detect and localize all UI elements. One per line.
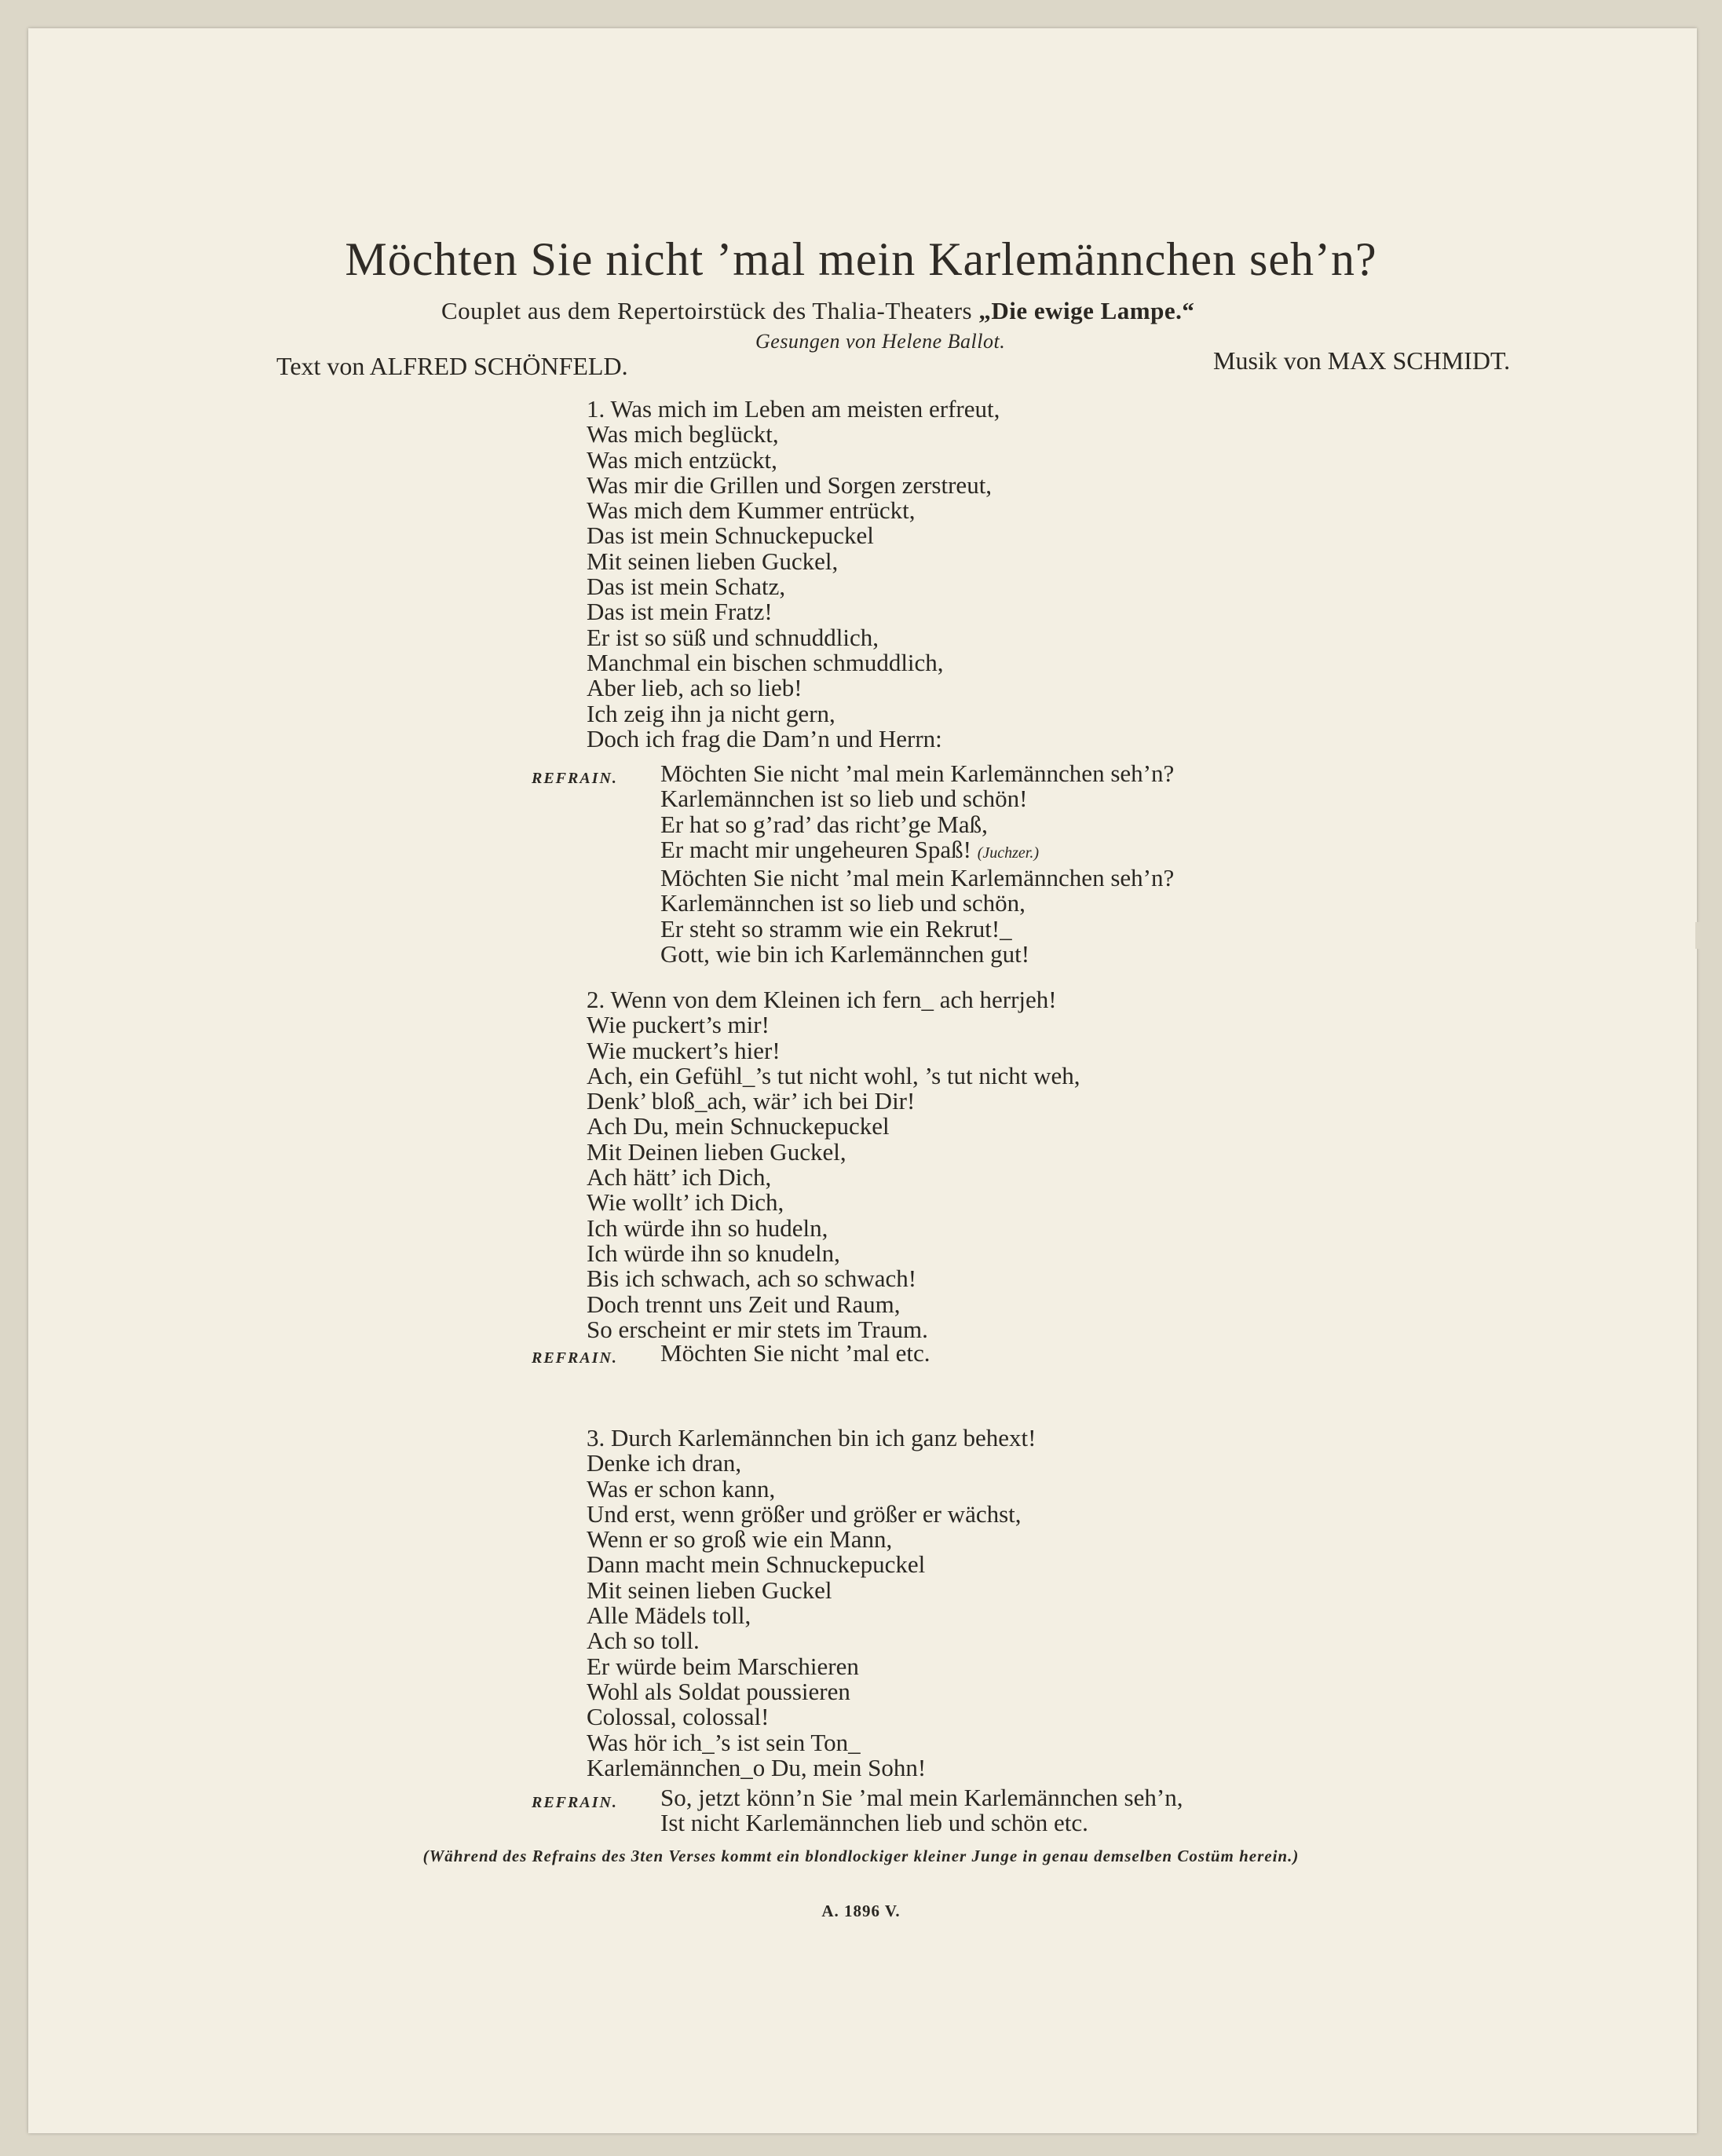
refrain-line: Karlemännchen ist so lieb und schön,	[660, 889, 1026, 917]
verse-line: Das ist mein Schnuckepuckel	[587, 522, 874, 550]
verse-line: Bis ich schwach, ach so schwach!	[587, 1265, 917, 1293]
refrain-line: Gott, wie bin ich Karlemännchen gut!	[660, 940, 1030, 968]
verse-line: Was mir die Grillen und Sorgen zerstreut,	[587, 470, 993, 499]
verse-line: Doch trennt uns Zeit und Raum,	[587, 1290, 901, 1318]
verse-line: Was mich entzückt,	[587, 445, 777, 474]
verse-line: Ach Du, mein Schnuckepuckel	[587, 1112, 890, 1140]
plate-number: A. 1896 V.	[821, 1902, 901, 1920]
refrain-line: Möchten Sie nicht ’mal mein Karlemännchen seh’n?	[660, 864, 1175, 892]
verse-line: 2. Wenn von dem Kleinen ich fern_ ach herrjeh!	[587, 986, 1057, 1013]
singer-credit: Gesungen von Helene Ballot.	[755, 330, 1006, 353]
refrain-line	[660, 837, 1174, 866]
refrain-line: So, jetzt könn’n Sie ’mal mein Karlemännchen seh’n,	[660, 1784, 1183, 1811]
verse-line: Er ist so süß und schnuddlich,	[587, 623, 879, 651]
subtitle-prefix: Couplet aus dem Repertoirstück des Thalia-Theaters	[441, 297, 973, 324]
verse-line: Mit Deinen lieben Guckel,	[587, 1137, 846, 1166]
verse-line: Wohl als Soldat poussieren	[587, 1677, 850, 1705]
verse-3	[587, 1426, 1036, 1781]
verse-line: Was mich dem Kummer entrückt,	[587, 496, 916, 525]
refrain-line: Karlemännchen ist so lieb und schön!	[660, 785, 1028, 813]
verse-line: So erscheint er mir stets im Traum.	[587, 1315, 928, 1343]
verse-line: Wie puckert’s mir!	[587, 1011, 770, 1039]
verse-line: Das ist mein Fratz!	[587, 598, 773, 626]
refrain-line: Ist nicht Karlemännchen lieb und schön etc.	[660, 1809, 1088, 1837]
refrain-label: REFRAIN.	[532, 770, 618, 787]
verse-line: Wie muckert’s hier!	[587, 1036, 781, 1064]
verse-line: Ach so toll.	[587, 1627, 700, 1655]
verse-line: Denke ich dran,	[587, 1449, 742, 1477]
verse-2	[587, 987, 1080, 1342]
verse-line: Ich würde ihn so hudeln,	[587, 1213, 828, 1242]
verse-line: Ich würde ihn so knudeln,	[587, 1239, 840, 1267]
verse-line: 1. Was mich im Leben am meisten erfreut,	[587, 395, 1000, 423]
refrain-1	[660, 761, 1174, 967]
verse-line: Was mich beglückt,	[587, 420, 779, 448]
verse-line: Er würde beim Marschieren	[587, 1652, 859, 1680]
verse-line: Aber lieb, ach so lieb!	[587, 674, 803, 702]
verse-line: Manchmal ein bischen schmuddlich,	[587, 648, 944, 676]
refrain-label: REFRAIN.	[532, 1349, 618, 1367]
refrain-label: REFRAIN.	[532, 1794, 618, 1811]
juchzer-note: (Juchzer.)	[977, 844, 1040, 862]
verse-line: Mit seinen lieben Guckel	[587, 1576, 832, 1604]
verse-line: Wie wollt’ ich Dich,	[587, 1188, 784, 1217]
verse-line: Doch ich frag die Dam’n und Herrn:	[587, 724, 942, 752]
verse-line: Das ist mein Schatz,	[587, 573, 786, 601]
verse-line: 3. Durch Karlemännchen bin ich ganz behext!	[587, 1424, 1036, 1451]
stage-direction: (Während des Refrains des 3ten Verses kommt ein blondlockiger kleiner Junge in genau demselben Costüm herein.)	[422, 1847, 1300, 1865]
refrain-2: Möchten Sie nicht ’mal etc.	[660, 1339, 930, 1367]
verse-line: Dann macht mein Schnuckepuckel	[587, 1550, 926, 1579]
verse-line: Ach, ein Gefühl_’s tut nicht wohl, ’s tut nicht weh,	[587, 1061, 1080, 1089]
verse-line: Colossal, colossal!	[587, 1703, 770, 1731]
play-title: „Die ewige Lampe.“	[978, 297, 1195, 324]
verse-line: Wenn er so groß wie ein Mann,	[587, 1525, 893, 1554]
refrain-line: Möchten Sie nicht ’mal mein Karlemännchen seh’n?	[660, 760, 1175, 787]
composer-credit: Musik von MAX SCHMIDT.	[1213, 346, 1511, 375]
verse-line: Mit seinen lieben Guckel,	[587, 547, 839, 575]
refrain-3	[660, 1785, 1183, 1836]
edge-notch	[1695, 922, 1702, 949]
verse-line: Denk’ bloß_ach, wär’ ich bei Dir!	[587, 1087, 916, 1115]
verse-line: Karlemännchen_o Du, mein Sohn!	[587, 1753, 927, 1781]
song-title: Möchten Sie nicht ’mal mein Karlemännchen seh’n?	[345, 233, 1377, 285]
refrain-line-text: Er macht mir ungeheuren Spaß!	[660, 835, 971, 863]
subtitle	[441, 297, 1194, 325]
refrain-line: Er hat so g’rad’ das richt’ge Maß,	[660, 810, 988, 838]
verse-line: Ich zeig ihn ja nicht gern,	[587, 699, 835, 727]
refrain-line: Er steht so stramm wie ein Rekrut!_	[660, 914, 1012, 943]
verse-line: Was hör ich_’s ist sein Ton_	[587, 1728, 861, 1756]
lyricist-credit: Text von ALFRED SCHÖNFELD.	[276, 352, 628, 380]
verse-line: Und erst, wenn größer und größer er wächst,	[587, 1499, 1022, 1528]
verse-line: Was er schon kann,	[587, 1474, 776, 1503]
verse-1	[587, 397, 1000, 752]
verse-line: Ach hätt’ ich Dich,	[587, 1163, 772, 1191]
verse-line: Alle Mädels toll,	[587, 1601, 751, 1630]
